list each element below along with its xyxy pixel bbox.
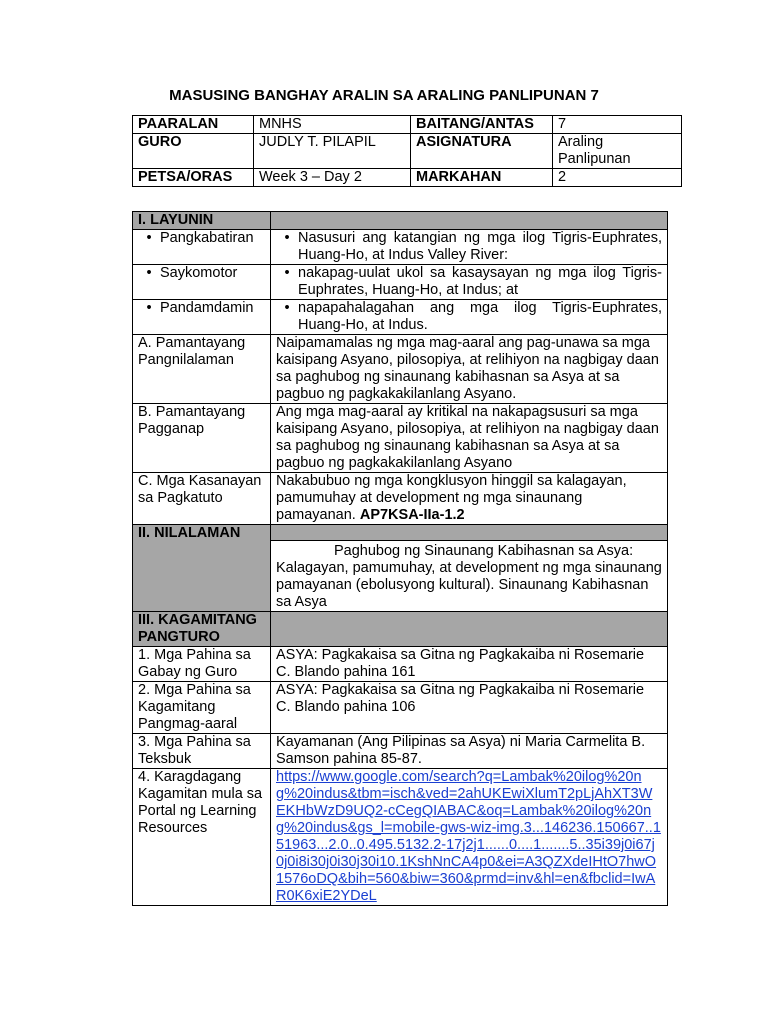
- layunin-heading: I. LAYUNIN: [133, 212, 271, 230]
- markahan-value: 2: [553, 169, 682, 187]
- baitang-value: 7: [553, 116, 682, 134]
- table-row: [133, 335, 668, 404]
- portal-resource-label: 4. Karagdagang Kagamitan mula sa Portal ng Learning Resources: [133, 769, 271, 906]
- objective-text: napapahalagahan ang mga ilog Tigris-Euphrates, Huang-Ho, at Indus.: [298, 300, 662, 333]
- guro-value: JUDLY T. PILAPIL: [254, 134, 411, 169]
- resource-text: ASYA: Pagkakaisa sa Gitna ng Pagkakaiba ni Rosemarie C. Blando pahina 161: [271, 647, 668, 682]
- table-row: [133, 265, 668, 300]
- objective-label: Saykomotor: [160, 265, 238, 281]
- table-row: [133, 473, 668, 525]
- bullet-icon: •: [146, 300, 152, 316]
- objective-label: Pandamdamin: [160, 300, 254, 316]
- table-row: [133, 734, 668, 769]
- portal-resource-link[interactable]: https://www.google.com/search?q=Lambak%20ilog%20ng%20indus&tbm=isch&ved=2ahUKEwiXlumT2pLjAhXT3WEKHbWzD9UQ2-cCegQIABAC&oq=Lambak%20ilog%20ng%20indus&gs_l=mobile-gws-wiz-img.3...146236.150667..151963...2.0..0.495.5132.2-17j2j1......0....1.......5..35i39j0i67j0j0i8i30j0i30j30i10.1KshNnCA4p0&ei=A3QZXdeIHtO7hwO1576oDQ&bih=560&biw=360&prmd=inv&hl=en&fbclid=IwAR0K6xiE2YDeL: [276, 769, 661, 904]
- page-title: MASUSING BANGHAY ARALIN SA ARALING PANLIPUNAN 7: [169, 87, 599, 104]
- kagamitan-heading: III. KAGAMITANG PANGTURO: [133, 612, 271, 647]
- pamantayang-pagganap-label: B. Pamantayang Pagganap: [133, 404, 271, 473]
- lesson-plan-table: [132, 211, 668, 906]
- nilalaman-heading-fill: [271, 525, 668, 541]
- bullet-icon: •: [284, 300, 290, 316]
- bullet-icon: •: [284, 230, 290, 246]
- kagamitan-heading-fill: [271, 612, 668, 647]
- asignatura-value: Araling Panlipunan: [553, 134, 682, 169]
- objective-text: nakapag-uulat ukol sa kasaysayan ng mga ilog Tigris-Euphrates, Huang-Ho, at Indus; at: [298, 265, 662, 298]
- kasanayan-label: C. Mga Kasanayan sa Pagkatuto: [133, 473, 271, 525]
- pamantayang-pagganap-text: Ang mga mag-aaral ay kritikal na nakapagsusuri sa mga kaisipang Asyano, pilosopiya, at relihiyon na nagbigay daan sa paghubog ng sinaunang kabihasnan sa Asya at sa pagbuo ng pagkakakilanlang Asyano: [271, 404, 668, 473]
- resource-label: 2. Mga Pahina sa Kagamitang Pangmag-aaral: [133, 682, 271, 734]
- competency-code: AP7KSA-IIa-1.2: [359, 507, 465, 523]
- petsa-label: PETSA/ORAS: [133, 169, 254, 187]
- table-row: [133, 300, 668, 335]
- nilalaman-text: Paghubog ng Sinaunang Kabihasnan sa Asya: Kalagayan, pamumuhay, at development ng mga sinaunang pamayanan (ebolusyong kultural). Sinaunang Kabihasnan sa Asya: [276, 543, 662, 610]
- pamantayang-pangnilalaman-text: Naipamamalas ng mga mag-aaral ang pag-unawa sa mga kaisipang Asyano, pilosopiya, at relihiyon na nagbigay daan sa paghubog ng sinaunang kabihasnan sa Asya at sa pagbuo ng pagkakakilanlang Asyano.: [271, 335, 668, 404]
- markahan-label: MARKAHAN: [411, 169, 553, 187]
- asignatura-label: ASIGNATURA: [411, 134, 553, 169]
- baitang-label: BAITANG/ANTAS: [411, 116, 553, 134]
- resource-label: 3. Mga Pahina sa Teksbuk: [133, 734, 271, 769]
- guro-label: GURO: [133, 134, 254, 169]
- resource-text: ASYA: Pagkakaisa sa Gitna ng Pagkakaiba ni Rosemarie C. Blando pahina 106: [271, 682, 668, 734]
- nilalaman-heading: II. NILALAMAN: [133, 525, 271, 612]
- resource-label: 1. Mga Pahina sa Gabay ng Guro: [133, 647, 271, 682]
- pamantayang-pangnilalaman-label: A. Pamantayang Pangnilalaman: [133, 335, 271, 404]
- table-row: [133, 404, 668, 473]
- table-row: [133, 647, 668, 682]
- bullet-icon: •: [284, 265, 290, 281]
- layunin-heading-fill: [271, 212, 668, 230]
- objective-label: Pangkabatiran: [160, 230, 254, 246]
- table-row: [133, 769, 668, 906]
- table-row: [133, 682, 668, 734]
- bullet-icon: •: [146, 230, 152, 246]
- header-table: [132, 115, 682, 187]
- table-row: [133, 230, 668, 265]
- bullet-icon: •: [146, 265, 152, 281]
- paaralan-label: PAARALAN: [133, 116, 254, 134]
- resource-text: Kayamanan (Ang Pilipinas sa Asya) ni Maria Carmelita B. Samson pahina 85-87.: [271, 734, 668, 769]
- paaralan-value: MNHS: [254, 116, 411, 134]
- petsa-value: Week 3 – Day 2: [254, 169, 411, 187]
- kasanayan-text: Nakabubuo ng mga kongklusyon hinggil sa kalagayan, pamumuhay at development ng mga sinaunang pamayanan.: [276, 473, 627, 523]
- objective-text: Nasusuri ang katangian ng mga ilog Tigris-Euphrates, Huang-Ho, at Indus Valley River:: [298, 230, 662, 263]
